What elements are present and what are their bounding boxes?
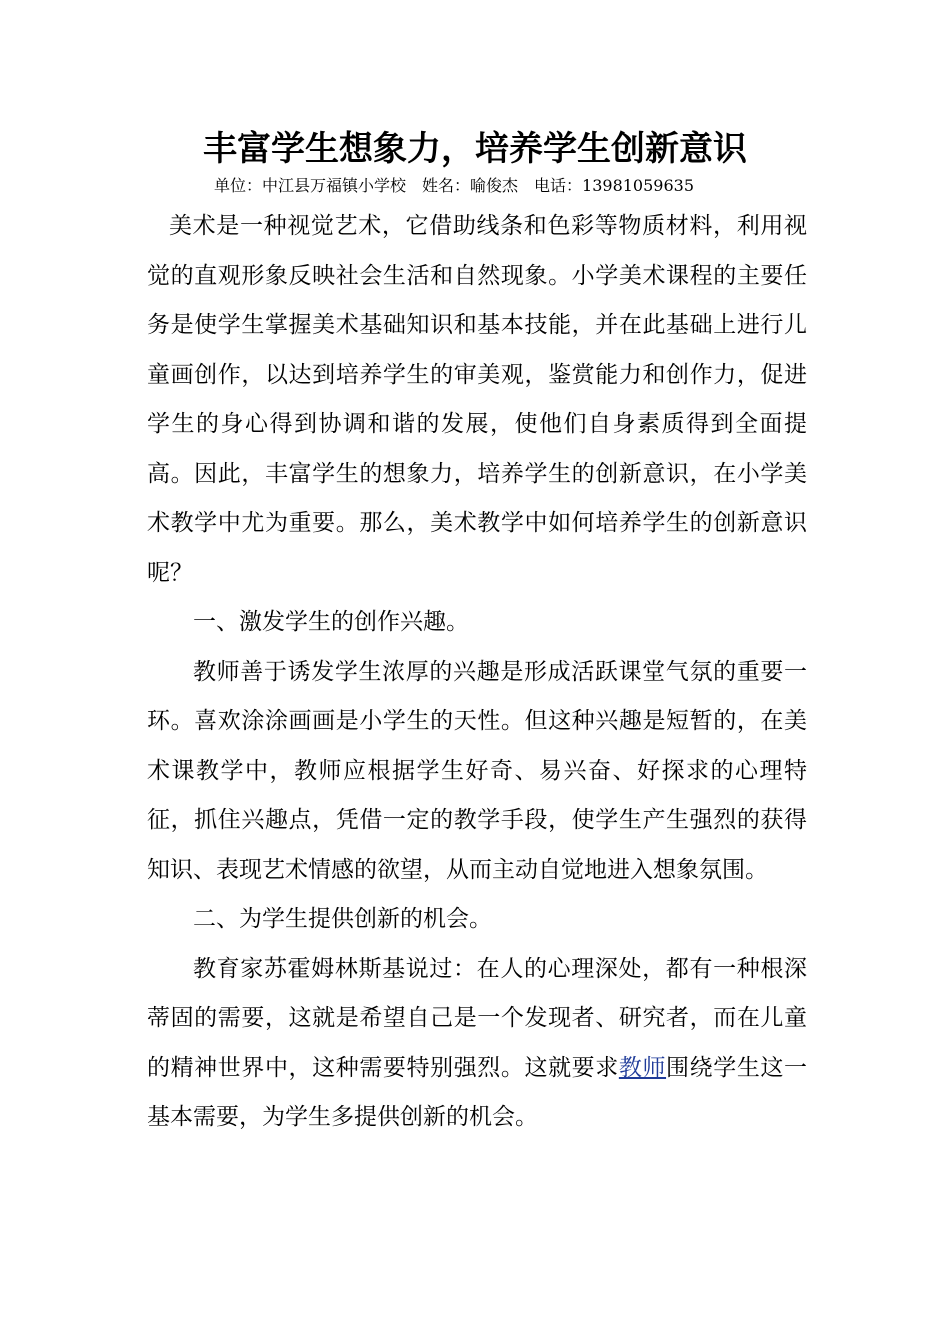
paragraph-intro: 美术是一种视觉艺术，它借助线条和色彩等物质材料，利用视觉的直观形象反映社会生活和自然现象。小学美术课程的主要任务是使学生掌握美术基础知识和基本技能，并在此基础上进行儿童画创作，以达到培养学生的审美观，鉴赏能力和创作力，促进学生的身心得到协调和谐的发展，使他们自身素质得到全面提高。因此，丰富学生的想象力，培养学生的创新意识，在小学美术教学中尤为重要。那么，美术教学中如何培养学生的创新意识呢？ [147,213,807,586]
section-heading-1: 一、激发学生的创作兴趣。 [193,609,469,635]
author-byline [214,175,710,197]
paragraph-opportunity-text-after: 围绕学生这一基本需要，为学生多提供创新的机会。 [147,1054,808,1130]
document-body [147,202,807,1143]
document-title: 丰富学生想象力，培养学生创新意识 [203,129,747,169]
paragraph-opportunity [147,945,807,1143]
author-unit: 单位：中江县万福镇小学校 [214,176,407,195]
paragraph-interest: 教师善于诱发学生浓厚的兴趣是形成活跃课堂气氛的重要一环。喜欢涂涂画画是小学生的天性。但这种兴趣是短暂的，在美术课教学中，教师应根据学生好奇、易兴奋、好探求的心理特征，抓住兴趣点，凭借一定的教学手段，使学生产生强烈的获得知识、表现艺术情感的欲望，从而主动自觉地进入想象氛围。 [147,658,807,883]
section-heading-2: 二、为学生提供创新的机会。 [193,906,492,932]
author-phone: 电话：13981059635 [534,176,695,195]
teacher-link[interactable]: 教师 [618,1054,667,1081]
author-name: 姓名：喻俊杰 [422,176,519,195]
paragraph-opportunity-text-before: 教育家苏霍姆林斯基说过：在人的心理深处，都有一种根深蒂固的需要，这就是希望自己是一个发现者、研究者，而在儿童的精神世界中，这种需要特别强烈。这就要求 [147,955,807,1081]
